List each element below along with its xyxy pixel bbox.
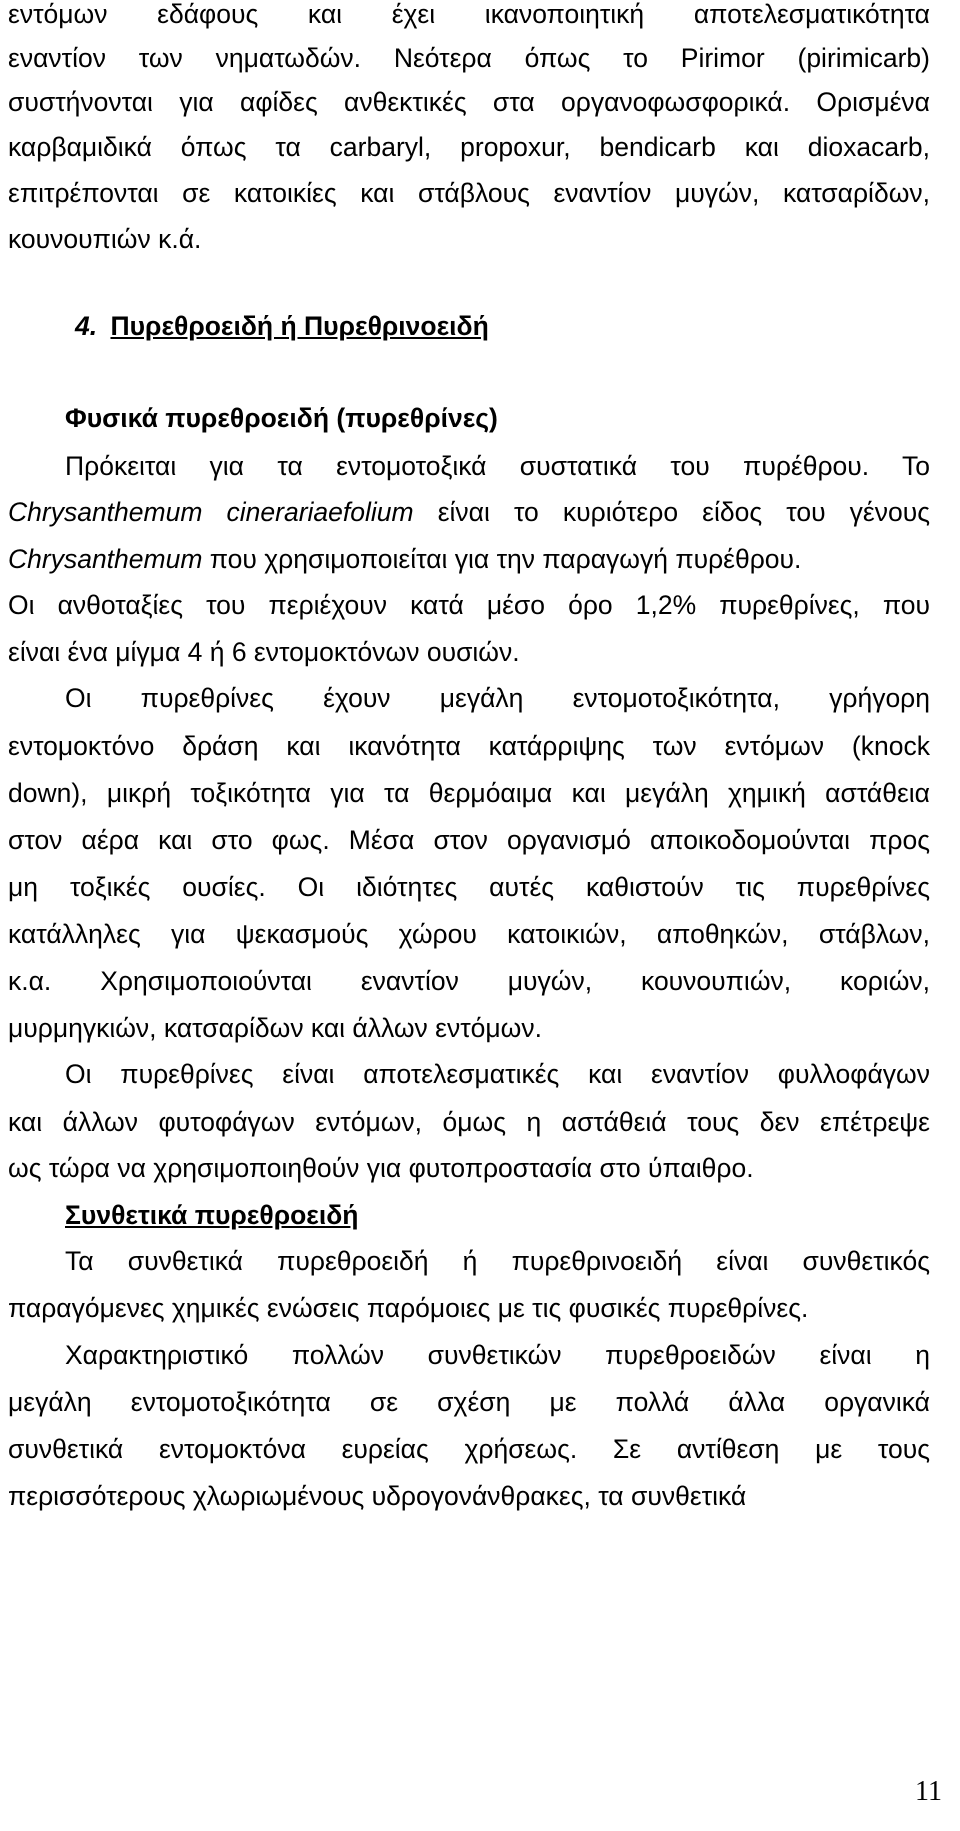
subheading-synthetic: Συνθετικά πυρεθροειδή — [65, 1200, 359, 1230]
text-line: συνθετικά εντομοκτόνα ευρείας χρήσεως. Σε αντίθεση με τους — [8, 1434, 930, 1464]
text-line: μη τοξικές ουσίες. Οι ιδιότητες αυτές καθιστούν τις πυρεθρίνες — [8, 872, 930, 902]
text-line: είναι ένα μίγμα 4 ή 6 εντομοκτόνων ουσιών. — [8, 637, 520, 667]
section-title: Πυρεθροειδή ή Πυρεθρινοειδή — [110, 311, 489, 341]
text-line: εναντίον των νηματωδών. Νεότερα όπως το Pirimor (pirimicarb) — [8, 43, 930, 73]
text-line: παραγόμενες χημικές ενώσεις παρόμοιες με τις φυσικές πυρεθρίνες. — [8, 1293, 809, 1323]
species-name: Chrysanthemum cinerariaefolium — [8, 497, 414, 527]
text-line: στον αέρα και στο φως. Μέσα στον οργανισμό αποικοδομούνται προς — [8, 825, 930, 855]
text-line: down), μικρή τοξικότητα για τα θερμόαιμα και μεγάλη χημική αστάθεια — [8, 778, 930, 808]
subheading-natural: Φυσικά πυρεθροειδή (πυρεθρίνες) — [65, 403, 498, 433]
section-heading — [75, 310, 489, 342]
text-line — [8, 543, 801, 575]
text-line: ως τώρα να χρησιμοποιηθούν για φυτοπροστασία στο ύπαιθρο. — [8, 1153, 754, 1183]
text-line: επιτρέπονται σε κατοικίες και στάβλους εναντίον μυγών, κατσαρίδων, — [8, 178, 930, 208]
text-span: που χρησιμοποιείται για την παραγωγή πυρέθρου. — [202, 544, 802, 574]
text-line: και άλλων φυτοφάγων εντόμων, όμως η αστάθειά τους δεν επέτρεψε — [8, 1107, 930, 1137]
text-line: μεγάλη εντομοτοξικότητα σε σχέση με πολλά άλλα οργανικά — [8, 1387, 930, 1417]
text-line: Τα συνθετικά πυρεθροειδή ή πυρεθρινοειδή είναι συνθετικός — [65, 1246, 930, 1276]
text-line: κουνουπιών κ.ά. — [8, 224, 202, 254]
genus-name: Chrysanthemum — [8, 544, 203, 574]
section-number: 4. — [75, 311, 98, 341]
text-line: μυρμηγκιών, κατσαρίδων και άλλων εντόμων. — [8, 1013, 542, 1043]
text-line: περισσότερους χλωριωμένους υδρογονάνθρακες, τα συνθετικά — [8, 1481, 747, 1511]
text-line: εντόμων εδάφους και έχει ικανοποιητική αποτελεσματικότητα — [8, 0, 930, 29]
text-line — [8, 496, 930, 528]
text-line: συστήνονται για αφίδες ανθεκτικές στα οργανοφωσφορικά. Ορισμένα — [8, 87, 930, 117]
text-line: Οι ανθοταξίες του περιέχουν κατά μέσο όρο 1,2% πυρεθρίνες, που — [8, 590, 930, 620]
text-line: Χαρακτηριστικό πολλών συνθετικών πυρεθροειδών είναι η — [65, 1340, 930, 1370]
text-span: είναι το κυριότερο είδος του γένους — [413, 497, 930, 527]
text-line: Οι πυρεθρίνες είναι αποτελεσματικές και εναντίον φυλλοφάγων — [65, 1059, 930, 1089]
page-number: 11 — [915, 1776, 942, 1807]
text-line: Οι πυρεθρίνες έχουν μεγάλη εντομοτοξικότητα, γρήγορη — [65, 683, 930, 713]
text-line: κ.α. Χρησιμοποιούνται εναντίον μυγών, κουνουπιών, κοριών, — [8, 966, 930, 996]
text-line: καρβαμιδικά όπως τα carbaryl, propoxur, bendicarb και dioxacarb, — [8, 132, 930, 162]
text-line: εντομοκτόνο δράση και ικανότητα κατάρριψης των εντόμων (knock — [8, 731, 930, 761]
text-line: Πρόκειται για τα εντομοτοξικά συστατικά του πυρέθρου. Το — [65, 451, 930, 481]
text-line: κατάλληλες για ψεκασμούς χώρου κατοικιών, αποθηκών, στάβλων, — [8, 919, 930, 949]
